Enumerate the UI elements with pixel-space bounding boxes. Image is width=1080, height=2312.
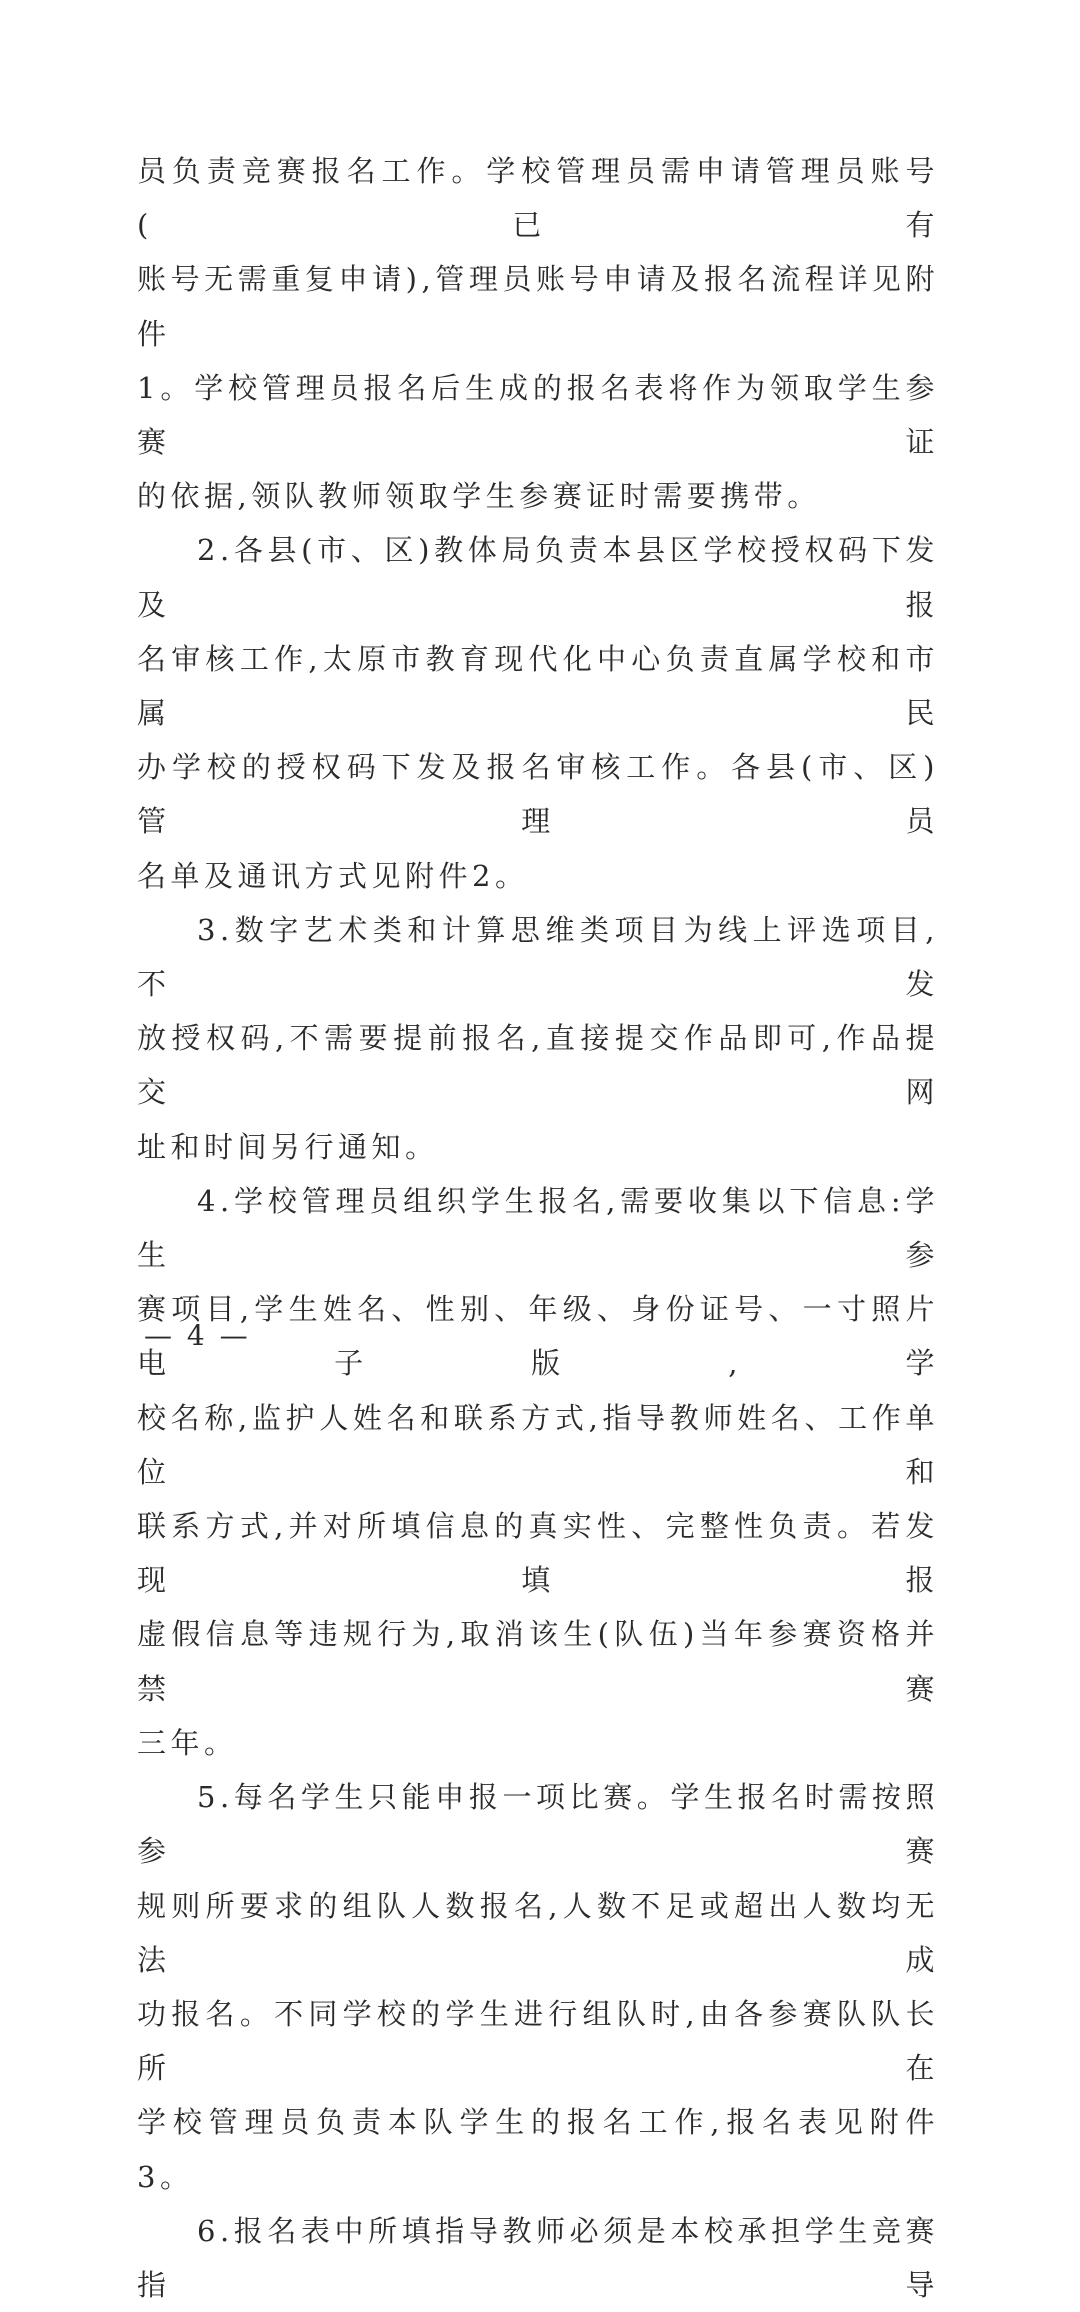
text-line: 赛项目,学生姓名、性别、年级、身份证号、一寸照片电子版,学 (137, 1292, 939, 1381)
text-line: 办学校的授权码下发及报名审核工作。各县(市、区)管理员 (137, 750, 939, 839)
text-line: 5.每名学生只能申报一项比赛。学生报名时需按照参赛 (137, 1780, 939, 1869)
text-line: 学校管理员负责本队学生的报名工作,报名表见附件3。 (137, 2105, 939, 2194)
text-line: 3.数字艺术类和计算思维类项目为线上评选项目,不发 (137, 912, 939, 1002)
text-line: 4.学校管理员组织学生报名,需要收集以下信息:学生参 (137, 1183, 939, 1273)
paragraph-continuation (137, 144, 939, 469)
text-line: 功报名。不同学校的学生进行组队时,由各参赛队队长所在 (137, 1996, 939, 2086)
paragraph-item-3 (137, 903, 939, 1120)
text-line: 校名称,监护人姓名和联系方式,指导教师姓名、工作单位和 (137, 1400, 939, 1489)
paragraph-item-6 (137, 2204, 939, 2312)
text-line: 名审核工作,太原市教育现代化中心负责直属学校和市属民 (137, 641, 939, 731)
paragraph-item-2-end (137, 849, 939, 903)
paragraph-item-5-end (137, 2095, 939, 2203)
text-line: 规则所要求的组队人数报名,人数不足或超出人数均无法成 (137, 1888, 939, 1977)
text-line: 虚假信息等违规行为,取消该生(队伍)当年参赛资格并禁赛 (137, 1617, 939, 1706)
text-line: 账号无需重复申请),管理员账号申请及报名流程详见附件 (137, 262, 939, 351)
paragraph-item-3-end (137, 1120, 939, 1174)
text-line: 员负责竞赛报名工作。学校管理员需申请管理员账号(已有 (137, 154, 939, 243)
paragraph-item-2 (137, 523, 939, 848)
text-line: 三年。 (137, 1725, 238, 1760)
text-line: 2.各县(市、区)教体局负责本县区学校授权码下发及报 (137, 533, 939, 622)
text-line: 6.报名表中所填指导教师必须是本校承担学生竞赛指导 (137, 2213, 939, 2302)
text-line: 址和时间另行通知。 (137, 1129, 439, 1164)
paragraph-item-4-end (137, 1716, 939, 1770)
text-line: 名单及通讯方式见附件2。 (137, 858, 529, 893)
text-line: 联系方式,并对所填信息的真实性、完整性负责。若发现填报 (137, 1509, 939, 1598)
body-text (137, 144, 939, 2312)
text-line: 的依据,领队教师领取学生参赛证时需要携带。 (137, 479, 821, 514)
paragraph-item-4 (137, 1174, 939, 1716)
page-number: — 4 — (144, 1319, 251, 1352)
text-line: 放授权码,不需要提前报名,直接提交作品即可,作品提交网 (137, 1021, 939, 1110)
paragraph-continuation-end (137, 469, 939, 523)
paragraph-item-5 (137, 1770, 939, 2095)
text-line: 1。学校管理员报名后生成的报名表将作为领取学生参赛证 (137, 370, 939, 460)
